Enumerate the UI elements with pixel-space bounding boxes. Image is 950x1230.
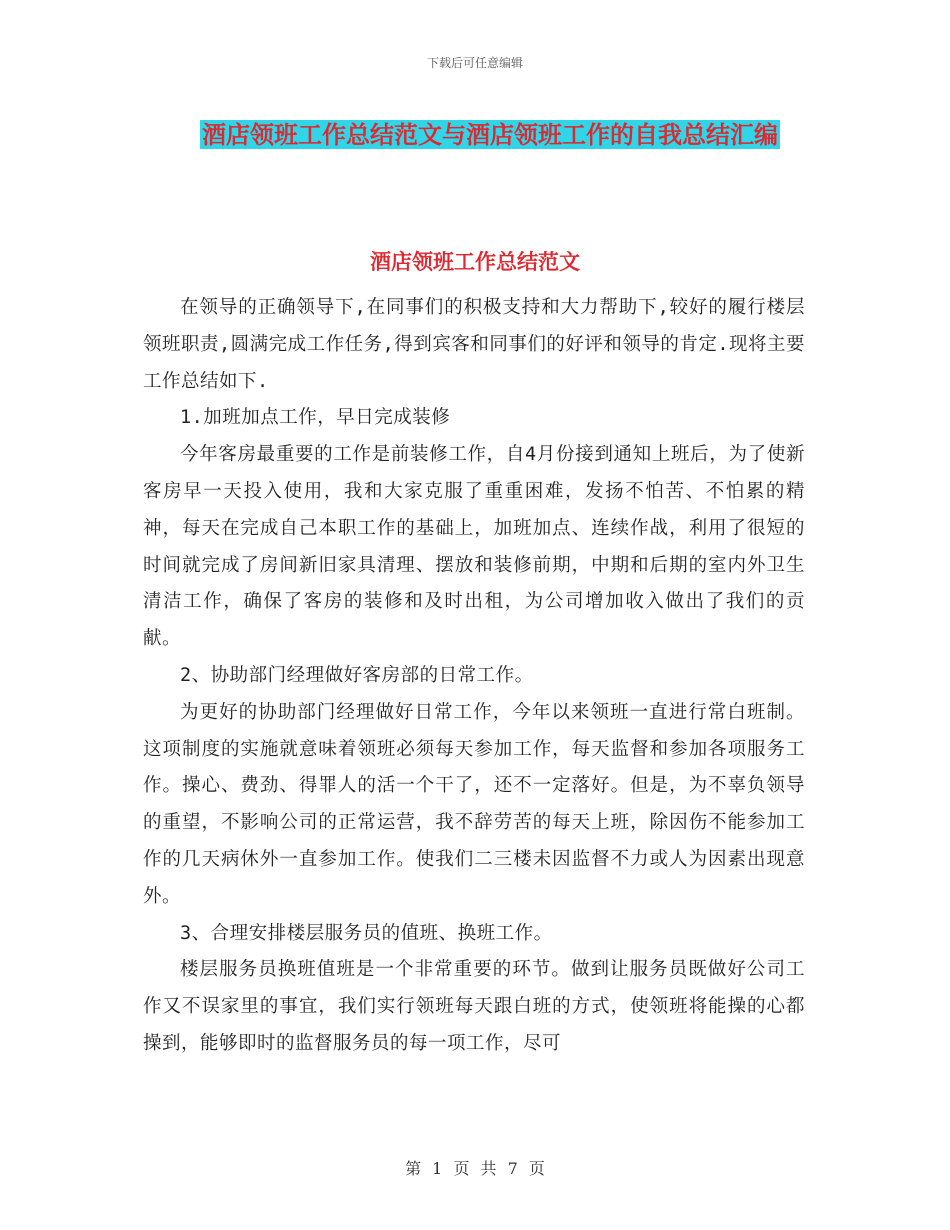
document-title [170,112,810,158]
paragraph: 楼层服务员换班值班是一个非常重要的环节。做到让服务员既做好公司工作又不误家里的事宜，我们实行领班每天跟白班的方式，使领班将能操的心都操到，能够即时的监督服务员的每一项工作，尽可 [143,959,805,1054]
paragraph: 为更好的协助部门经理做好日常工作，今年以来领班一直进行常白班制。这项制度的实施就意味着领班必须每天参加工作，每天监督和参加各项服务工作。操心、费劲、得罪人的活一个干了，还不一定落好。但是，为不辜负领导的重望，不影响公司的正常运营，我不辞劳苦的每天上班，除因伤不能参加工作的几天病休外一直参加工作。使我们二三楼未因监督不力或人为因素出现意外。 [143,701,805,907]
paragraph: 2、协助部门经理做好客房部的日常工作。 [180,664,534,686]
page-header: 下载后可任意编辑 [426,56,523,70]
paragraph: 在领导的正确领导下,在同事们的积极支持和大力帮助下,较好的履行楼层领班职责,圆满完成工作任务,得到宾客和同事们的好评和领导的肯定.现将主要工作总结如下. [143,297,805,392]
document-title-text: 酒店领班工作总结范文与酒店领班工作的自我总结汇编 [202,120,778,149]
page-footer: 第 1 页 共 7 页 [405,1159,545,1178]
document-body [143,290,805,1063]
paragraph: 今年客房最重要的工作是前装修工作，自4月份接到通知上班后，为了使新客房早一天投入使用，我和大家克服了重重困难，发扬不怕苦、不怕累的精神，每天在完成自己本职工作的基础上，加班加点、连续作战，利用了很短的时间就完成了房间新旧家具清理、摆放和装修前期，中期和后期的室内外卫生清洁工作，确保了客房的装修和及时出租，为公司增加收入做出了我们的贡献。 [143,444,805,650]
paragraph: 1.加班加点工作，早日完成装修 [180,407,451,429]
paragraph: 3、合理安排楼层服务员的值班、换班工作。 [180,922,553,944]
section-title: 酒店领班工作总结范文 [370,249,580,274]
